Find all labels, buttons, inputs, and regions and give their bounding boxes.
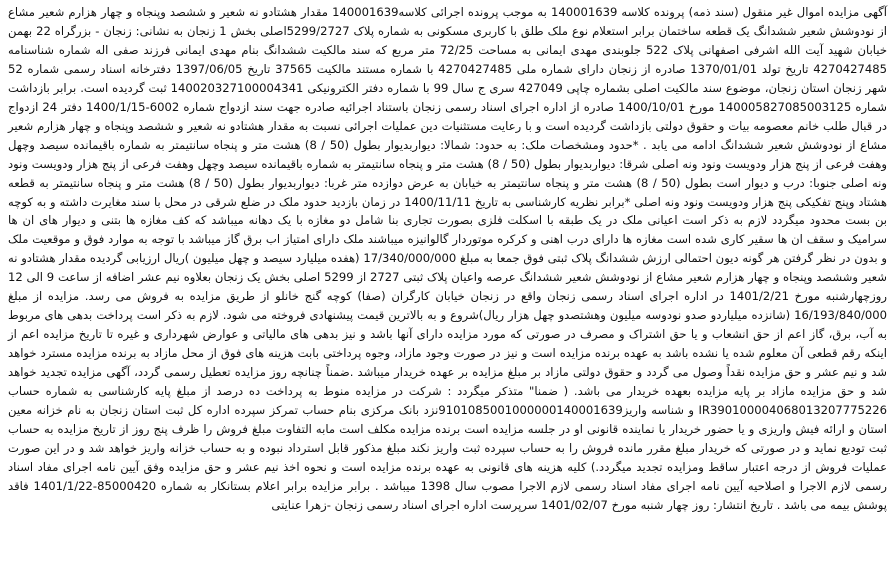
- notice-text: آگهی مزایده اموال غیر منقول (سند ذمه) پرونده کلاسه 140001639 به موجب پرونده اجرائی کلاسه140001639 مقدار هشتادو نه شعیر و ششصد وپنجاه و چهار هزارم شعیر مشاع از نودوشش شعیر ششدانگ یک قطعه ساختمان برابر استعلام نوع ملک طلق با کاربری مسکونی به شماره پلاک 5299/2727اصلی بخش 1 زنجان به نشانی: زنجان - بزرگراه 22 بهمن خیابان شهید آیت الله اشرفی اصفهانی پلاک 522 جلوبندی مهدی ایمانی به مساحت 72/25 متر مربع که سند مالکیت ششدانگ بنام مهدی ایمانی فرزند صفی اله شماره شناسنامه 4270427485 تاریخ تولد 1370/01/01 صادره از زنجان دارای شماره ملی 4270427485 با شماره مستند مالکیت 37565 تاریخ 1397/06/05 دفترخانه اسناد رسمی شماره 52 شهر زنجان استان زنجان، موضوع سند مالکیت اصلی بشماره چاپی 427049 سری ج سال 99 با شماره دفتر الکترونیکی 140020327100004341 ثبت گردیده است. برابر بازداشت شماره 140005827085003125 مورخ 1400/10/01 صادره از اداره اجرای اسناد رسمی زنجان باستناد اجرائیه صادره جهت سند ازدواج شماره 6002-1400/1/15 دفتر 24 ازدواج در قبال طلب خانم معصومه بیات و حقوق دولتی بازداشت گردیده است و با رعایت مستثنیات دین عملیات اجرائی نسبت به مقدار هشتادو نه شعیر و ششصد وپنجاه و چهار هزارم شعیر مشاع از نودوشش شعیر ششدانگ ادامه می یابد . *حدود ومشخصات ملک: به حدود: شمالا: دیواربدیوار بطول (50 / 8) هشت متر و پنجاه سانتیمتر به شماره باقیمانده سیصد وچهل وهفت فرعی از پنج هزار ودویست ونود ونه اصلی شرقا: دیواربدیوار بطول (50 / 8) هشت متر و پنجاه سانتیمتر به شماره باقیمانده سیصد وچهل وهفت فرعی از پنج هزار ودویست ونود ونه اصلی جنوبا: درب و دیوار است بطول (50 / 8) هشت متر و پنجاه سانتیمتر به خیابان به عرض دوازده متر غربا: دیواربدیوار بطول (50 / 8) هشت متر و پنجاه سانتیمتر به قطعه هشتاد وپنج تفکیکی پنج هزار ودویست ونود ونه اصلی *برابر نظریه کارشناسی به تاریخ 1400/11/11 در زمان بازدید حدود ملک در ضلع شرقی در محل با سند مغایرت داشته و به کوچه بن بست محدود میگردد لازم به ذکر است اعیانی ملک در یک طبقه با اسکلت فلزی بصورت تجاری بنا شامل دو مغازه با یک دهانه میباشد که کف مغازه ها بتنی و دیوار های ان ها سرامیک و سقف ان ها سقیر کاری شده است مغازه ها دارای درب اهنی و کرکره موتوردار گالوانیزه میباشند ملک دارای امتیاز اب برق گاز میباشد با توجه به موارد فوق و موقعیت ملک و بدون در نظر گرفتن هر گونه دیون احتمالی ارزش ششدانگ پلاک ثبتی فوق جمعا به مبلغ 17/340/000/000 (هفده میلیارد سیصد و چهل میلیون )ریال ارزیابی گردیده مقدار هشتادو نه شعیر وششصد وپنجاه و چهار هزارم شعیر مشاع از نودوشش شعیر ششدانگ عرصه واعیان پلاک ثبتی 2727 از 5299 اصلی بخش یک زنجان بعلاوه نیم عشر اضافه از ساعت 9 الی 12 روزچهارشنبه مورخ 1401/2/21 در اداره اجرای اسناد رسمی زنجان واقع در زنجان خیابان کارگران (صفا) کوچه گنج خانلو از طریق مزایده به فروش می رسد. مزایده از مبلغ 16/193/840/000 (شانزده میلیاردو صدو نودوسه میلیون وهشتصدو چهل هزار ریال)شروع و به بالاترین قیمت پیشنهادی فروخته می شود. لازم به ذکر است پرداخت بدهی های مربوط به آب، برق، گاز اعم از حق انشعاب و یا حق اشتراک و مصرف در صورتی که مورد مزایده دارای آنها باشد و نیز بدهی های مالیاتی و عوارض شهرداری و غیره تا تاریخ مزایده اعم از اینکه رقم قطعی آن معلوم شده یا نشده باشد به عهده برنده مزایده است و نیز در صورت وجود مازاد، وجوه پرداختی بابت هزینه های فوق از محل مازاد به برنده مزایده مسترد خواهد شد و نیم عشر و حق مزایده نقداً وصول می گردد و حقوق دولتی مازاد بر مبلغ مزایده بر عهده خریدار میباشد .ضمناً چنانچه روز مزایده تعطیل رسمی گردد، آگهی مزایده تجدید خواهد شد و حق مزایده مازاد بر پایه مزایده بعهده خریدار می باشد. ( ضمنا" متذکر میگردد : شرکت در مزایده منوط به پرداخت ده درصد از مبلغ پایه کارشناسی به شماره حساب IR390100004068013207775226 و شناسه واریز9101085001000000140001639نزد بانک مرکزی بنام حساب تمرکز سپرده اداره کل ثبت استان زنجان به نام خزانه معین استان و ارائه فیش واریزی و یا حضور خریدار یا نماینده قانونی او در جلسه مزایده است برنده مزایده مکلف است مابه التفاوت مبلغ فروش را ظرف پنج روز از تاریخ مزایده به حساب ثبت تودیع نماید و در صورتی که خریدار مبلغ مقرر مانده فروش را به حساب سپرده ثبت واریز نکند مبلغ مذکور قابل استرداد نبوده و به حساب خزانه واریز خواهد شد و در این صورت عملیات فروش از درجه اعتبار ساقط ومزایده تجدید میگردد.) کلیه هزینه های قانونی به عهده برنده مزایده است و نحوه اخذ نیم عشر و حق مزایده وفق آیین نامه اجرای مفاد اسناد رسمی لازم الاجرا و اصلاحیه آیین نامه اجرای مفاد اسناد رسمی لازم الاجرا مصوب سال 1398 میباشد . برابر مزایده برابر اعلام بستانکار به شماره 85000420-1401/1/22 فاقد پوشش بیمه می باشد . تاریخ انتشار: روز چهار شنبه مورخ 1401/02/07 سرپرست اداره اجرای اسناد رسمی زنجان -زهرا عنایتی: [8, 5, 888, 512]
